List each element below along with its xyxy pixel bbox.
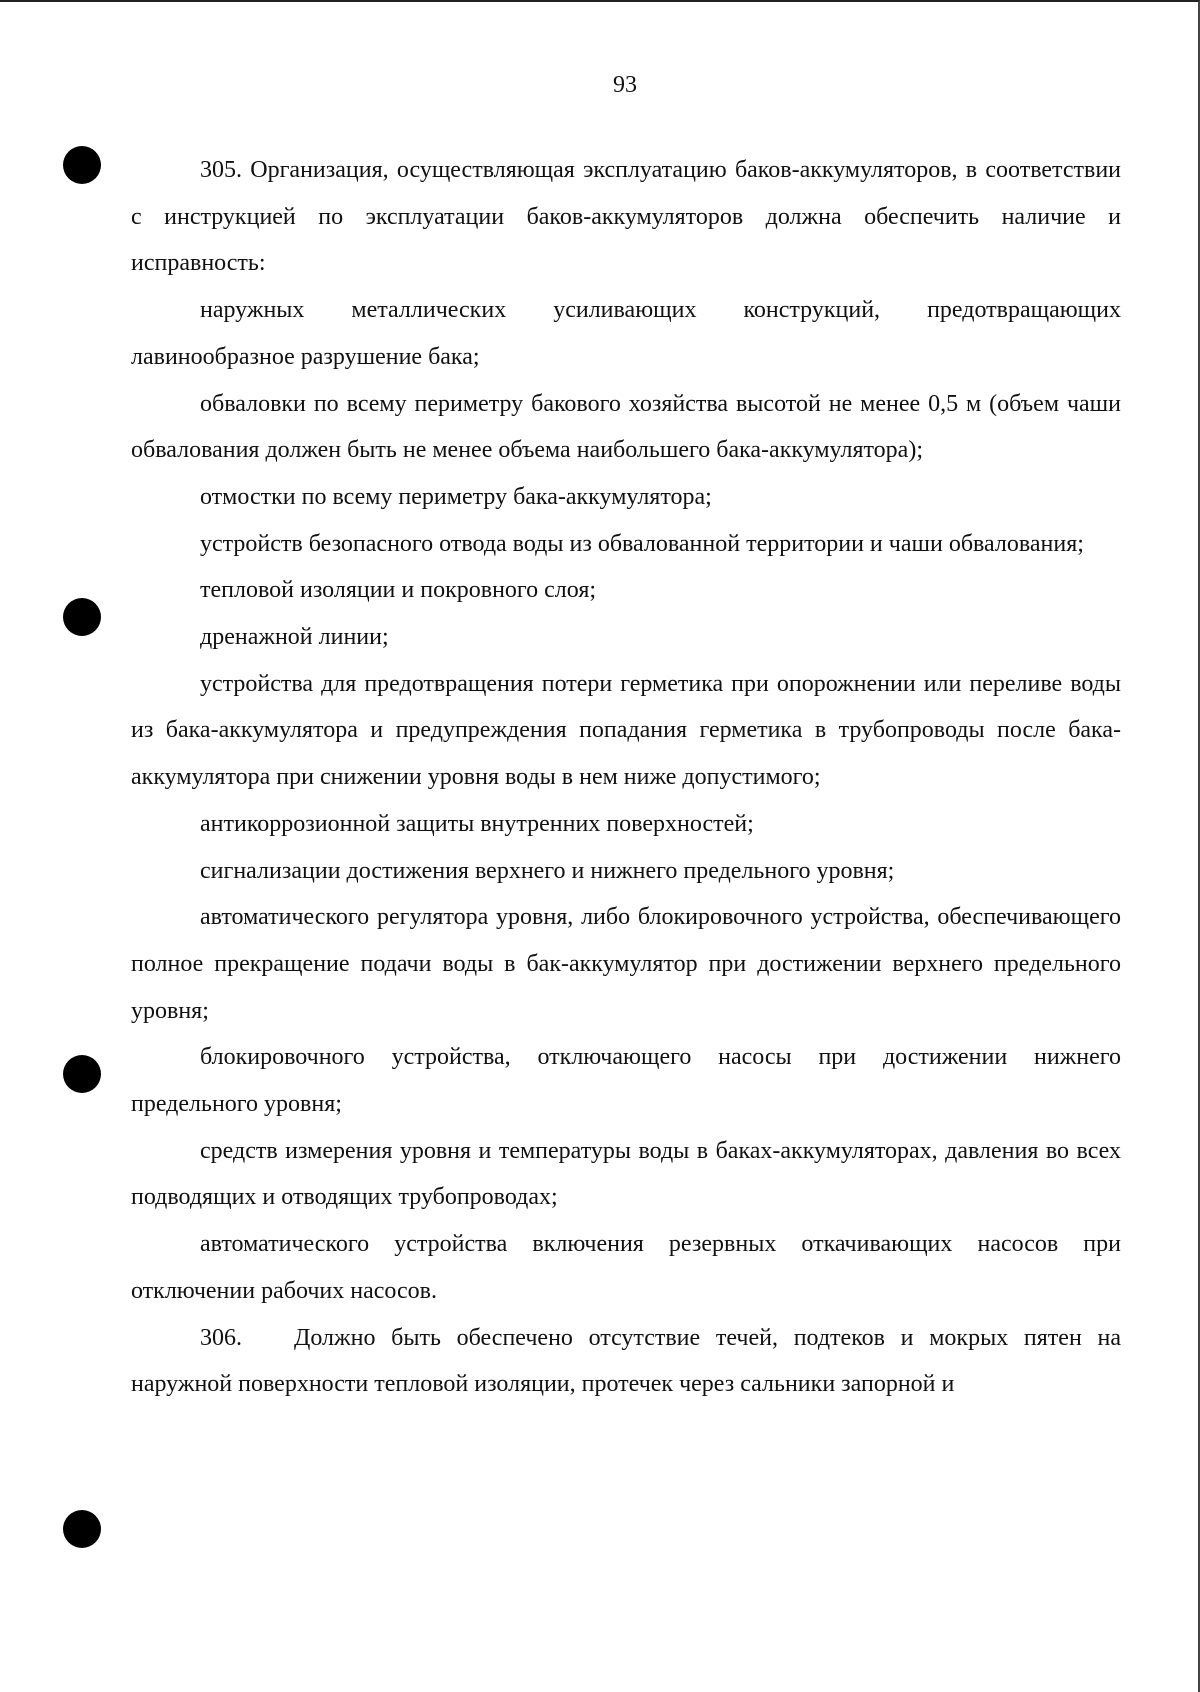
paragraph: отмостки по всему периметру бака-аккумулятора; [200, 483, 712, 510]
paragraph-number: 306. [200, 1324, 242, 1351]
paragraph: сигнализации достижения верхнего и нижнего предельного уровня; [200, 857, 895, 884]
paragraph: автоматического устройства включения резервных откачивающих насосов при отключении рабочих насосов. [131, 1231, 1121, 1304]
paragraph: блокировочного устройства, отключающего насосы при достижении нижнего предельного уровня; [131, 1044, 1121, 1118]
punch-hole-mark [63, 146, 101, 184]
paragraph: 305. Организация, осуществляющая эксплуатацию баков-аккумуляторов, в соответствии с инструкцией по эксплуатации баков-аккумуляторов должна обеспечить наличие и исправность: [131, 157, 1121, 277]
page-number: 93 [613, 72, 637, 98]
punch-hole-mark [63, 1055, 101, 1093]
paragraph: наружных металлических усиливающих конструкций, предотвращающих лавинообразное разрушение бака; [131, 297, 1121, 370]
paragraph: дренажной линии; [200, 624, 389, 651]
punch-hole-mark [63, 1510, 101, 1548]
paragraph: средств измерения уровня и температуры воды в баках-аккумуляторах, давления во всех подводящих и отводящих трубопроводах; [131, 1137, 1121, 1211]
body-text [131, 147, 1121, 1408]
paragraph: антикоррозионной защиты внутренних поверхностей; [200, 810, 754, 837]
paragraph: тепловой изоляции и покровного слоя; [200, 577, 597, 604]
paragraph-306 [131, 1315, 1121, 1408]
paragraph: автоматического регулятора уровня, либо блокировочного устройства, обеспечивающего полное прекращение подачи воды в бак-аккумулятор при достижении верхнего предельного уровня; [131, 904, 1121, 1024]
paragraph: устройства для предотвращения потери герметика при опорожнении или переливе воды из бака-аккумулятора и предупреждения попадания герметика в трубопроводы после бака-аккумулятора при снижении уровня воды в нем ниже допустимого; [131, 670, 1121, 791]
paragraph: устройств безопасного отвода воды из обвалованной территории и чаши обвалования; [200, 530, 1084, 557]
paragraph-text: Должно быть обеспечено отсутствие течей, подтеков и мокрых пятен на наружной поверхности тепловой изоляции, протечек через сальники запорной и [131, 1324, 1121, 1398]
punch-hole-mark [63, 598, 101, 636]
paragraph: обваловки по всему периметру бакового хозяйства высотой не менее 0,5 м (объем чаши обвалования должен быть не менее объема наибольшего бака-аккумулятора); [131, 390, 1121, 464]
